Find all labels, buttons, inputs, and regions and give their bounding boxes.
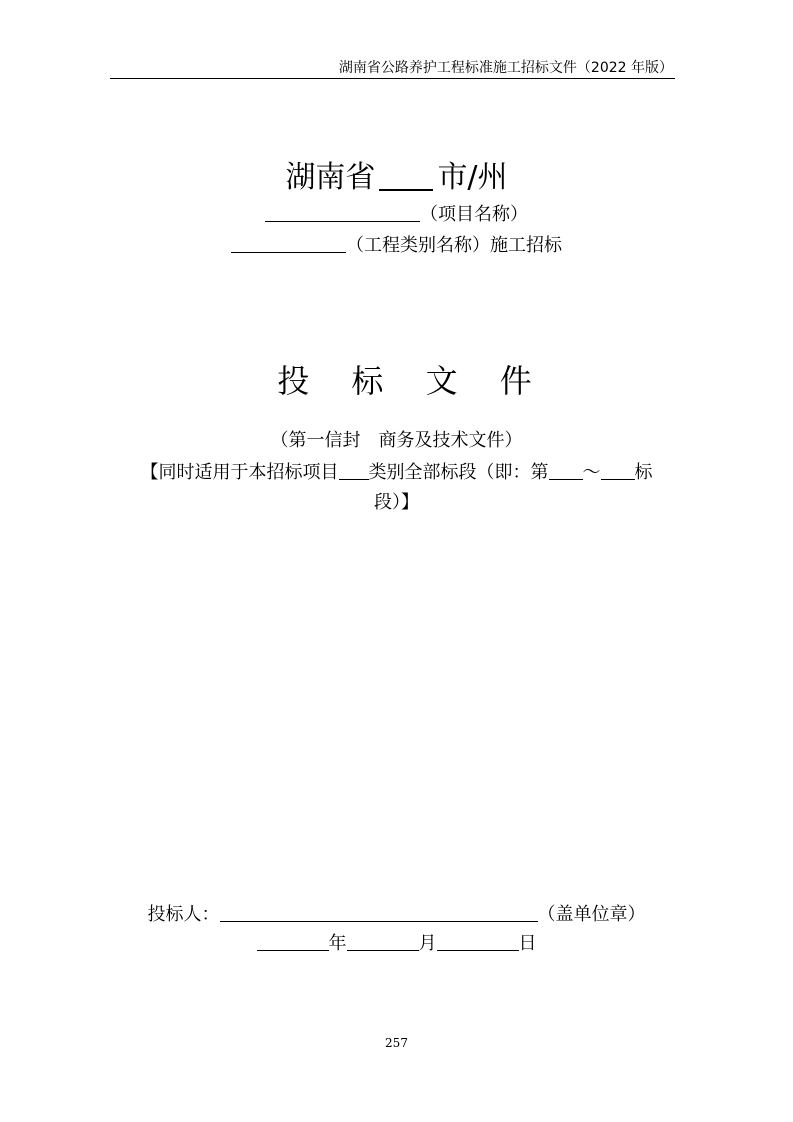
day-blank — [437, 932, 519, 951]
project-name-line — [0, 200, 793, 226]
bidder-name-blank — [220, 903, 538, 922]
month-blank — [347, 932, 419, 951]
project-name-label: （项目名称） — [420, 204, 528, 225]
bidder-label: 投标人： — [147, 904, 220, 925]
scope-text-b: 类别全部标段（即：第 — [368, 462, 549, 483]
title-suffix: 市/州 — [437, 160, 508, 195]
city-blank — [379, 159, 433, 191]
section-start-blank — [549, 461, 583, 480]
cover-title — [0, 152, 793, 196]
scope-text-c: ～ — [582, 462, 601, 483]
project-type-label: （工程类别名称）施工招标 — [346, 235, 562, 256]
running-header: 湖南省公路养护工程标准施工招标文件（2022 年版） — [338, 60, 673, 76]
document-title: 投 标 文 件 — [277, 362, 548, 400]
scope-line-continued: 段）】 — [374, 492, 419, 513]
title-prefix: 湖南省 — [285, 160, 376, 195]
scope-text-d: 标 — [634, 462, 653, 483]
month-label: 月 — [418, 933, 437, 954]
date-line — [0, 929, 793, 955]
day-label: 日 — [518, 933, 537, 954]
envelope-subtitle: （第一信封 商务及技术文件） — [270, 430, 523, 451]
project-name-blank — [265, 203, 420, 222]
scope-text-a: 【同时适用于本招标项目 — [140, 462, 339, 483]
year-blank — [257, 932, 329, 951]
section-end-blank — [601, 461, 635, 480]
scope-line — [0, 458, 793, 484]
bidder-line — [0, 900, 793, 926]
project-type-line — [0, 231, 793, 257]
project-type-blank — [231, 234, 346, 253]
seal-label: （盖单位章） — [537, 904, 646, 925]
year-label: 年 — [328, 933, 347, 954]
page-number: 257 — [385, 1036, 408, 1050]
header-rule — [110, 78, 675, 79]
category-blank — [339, 461, 369, 480]
